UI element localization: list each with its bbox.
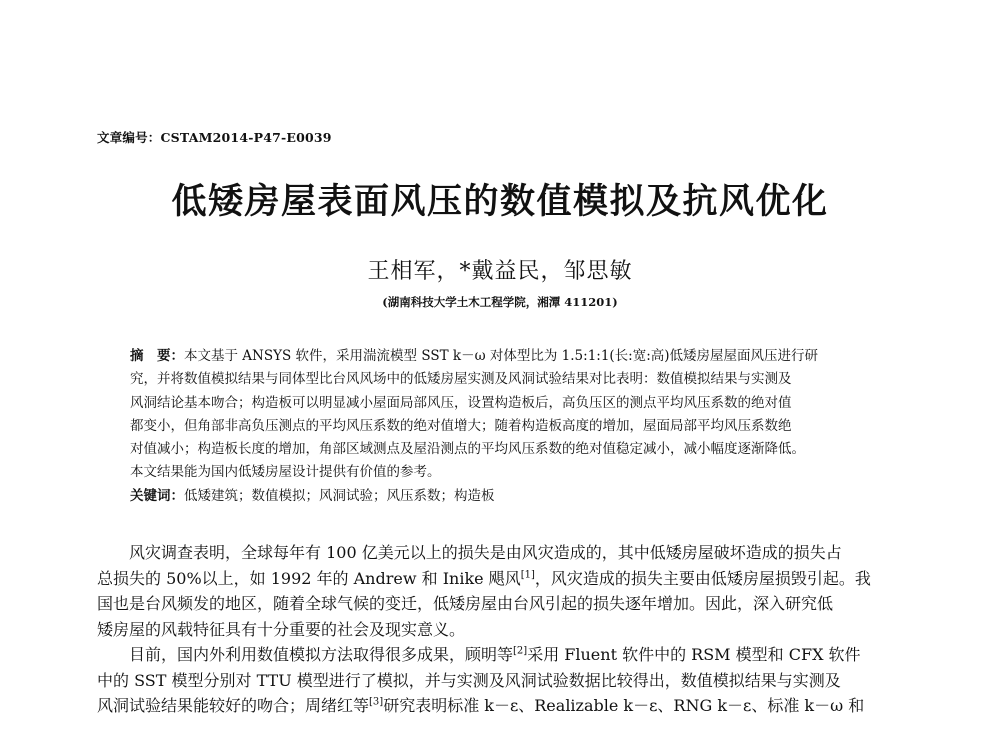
citation-ref: [1]: [520, 569, 535, 581]
body-line: 国也是台风频发的地区，随着全球气候的变迁，低矮房屋由台风引起的损失逐年增加。因此，深入研究低: [97, 594, 834, 613]
author-list: 王相军，*戴益民，邹思敏: [367, 259, 633, 284]
keywords-text: 低矮建筑；数值模拟；风洞试验；风压系数；构造板: [184, 487, 495, 504]
abstract-block: [130, 345, 868, 508]
abstract-label: 摘 要：: [130, 348, 184, 364]
abstract-line: 对值减小；构造板长度的增加，角部区域测点及屋沿测点的平均风压系数的绝对值稳定减小，减小幅度逐渐降低。: [130, 441, 805, 458]
body-text: [97, 540, 903, 719]
article-id: 文章编号：CSTAM2014-P47-E0039: [97, 130, 332, 145]
keywords-label: 关键词：: [130, 487, 184, 504]
citation-ref: [3]: [369, 696, 384, 708]
body-line: 风灾调查表明，全球每年有 100 亿美元以上的损失是由风灾造成的，其中低矮房屋破坏造成的损失占: [129, 543, 842, 562]
paper-title: 低矮房屋表面风压的数值模拟及抗风优化: [171, 182, 829, 222]
abstract-line: 摘 要：本文基于 ANSYS 软件，采用湍流模型 SST k－ω 对体型比为 1.5:1:1(长:宽:高)低矮房屋屋面风压进行研: [130, 348, 819, 364]
body-line: 风洞试验结果能较好的吻合；周绪红等[3]研究表明标准 k－ε、Realizable k－ε、RNG k－ε、标准 k－ω 和: [97, 696, 865, 715]
body-line: 矮房屋的风载特征具有十分重要的社会及现实意义。: [97, 619, 466, 639]
body-line: 中的 SST 模型分别对 TTU 模型进行了模拟，并与实测及风洞试验数据比较得出，数值模拟结果与实测及: [97, 670, 841, 690]
abstract-line: 风洞结论基本吻合；构造板可以明显减小屋面局部风压，设置构造板后，高负压区的测点平均风压系数的绝对值: [130, 394, 792, 411]
abstract-line: 究，并将数值模拟结果与同体型比台风风场中的低矮房屋实测及风洞试验结果对比表明：数值模拟结果与实测及: [130, 371, 792, 388]
keywords-line: [130, 485, 868, 508]
body-line: 总损失的 50%以上，如 1992 年的 Andrew 和 Inike 飓风[1]，风灾造成的损失主要由低矮房屋损毁引起。我: [97, 568, 871, 588]
abstract-line: 本文结果能为国内低矮房屋设计提供有价值的参考。: [130, 464, 441, 481]
body-line: 目前，国内外利用数值模拟方法取得很多成果，顾明等[2]采用 Fluent 软件中的 RSM 模型和 CFX 软件: [129, 645, 861, 664]
citation-ref: [2]: [513, 645, 528, 657]
abstract-line: 都变小，但角部非高负压测点的平均风压系数的绝对值增大；随着构造板高度的增加，屋面局部平均风压系数绝: [130, 417, 792, 434]
author-affiliation: (湖南科技大学土木工程学院，湘潭 411201): [382, 295, 618, 309]
